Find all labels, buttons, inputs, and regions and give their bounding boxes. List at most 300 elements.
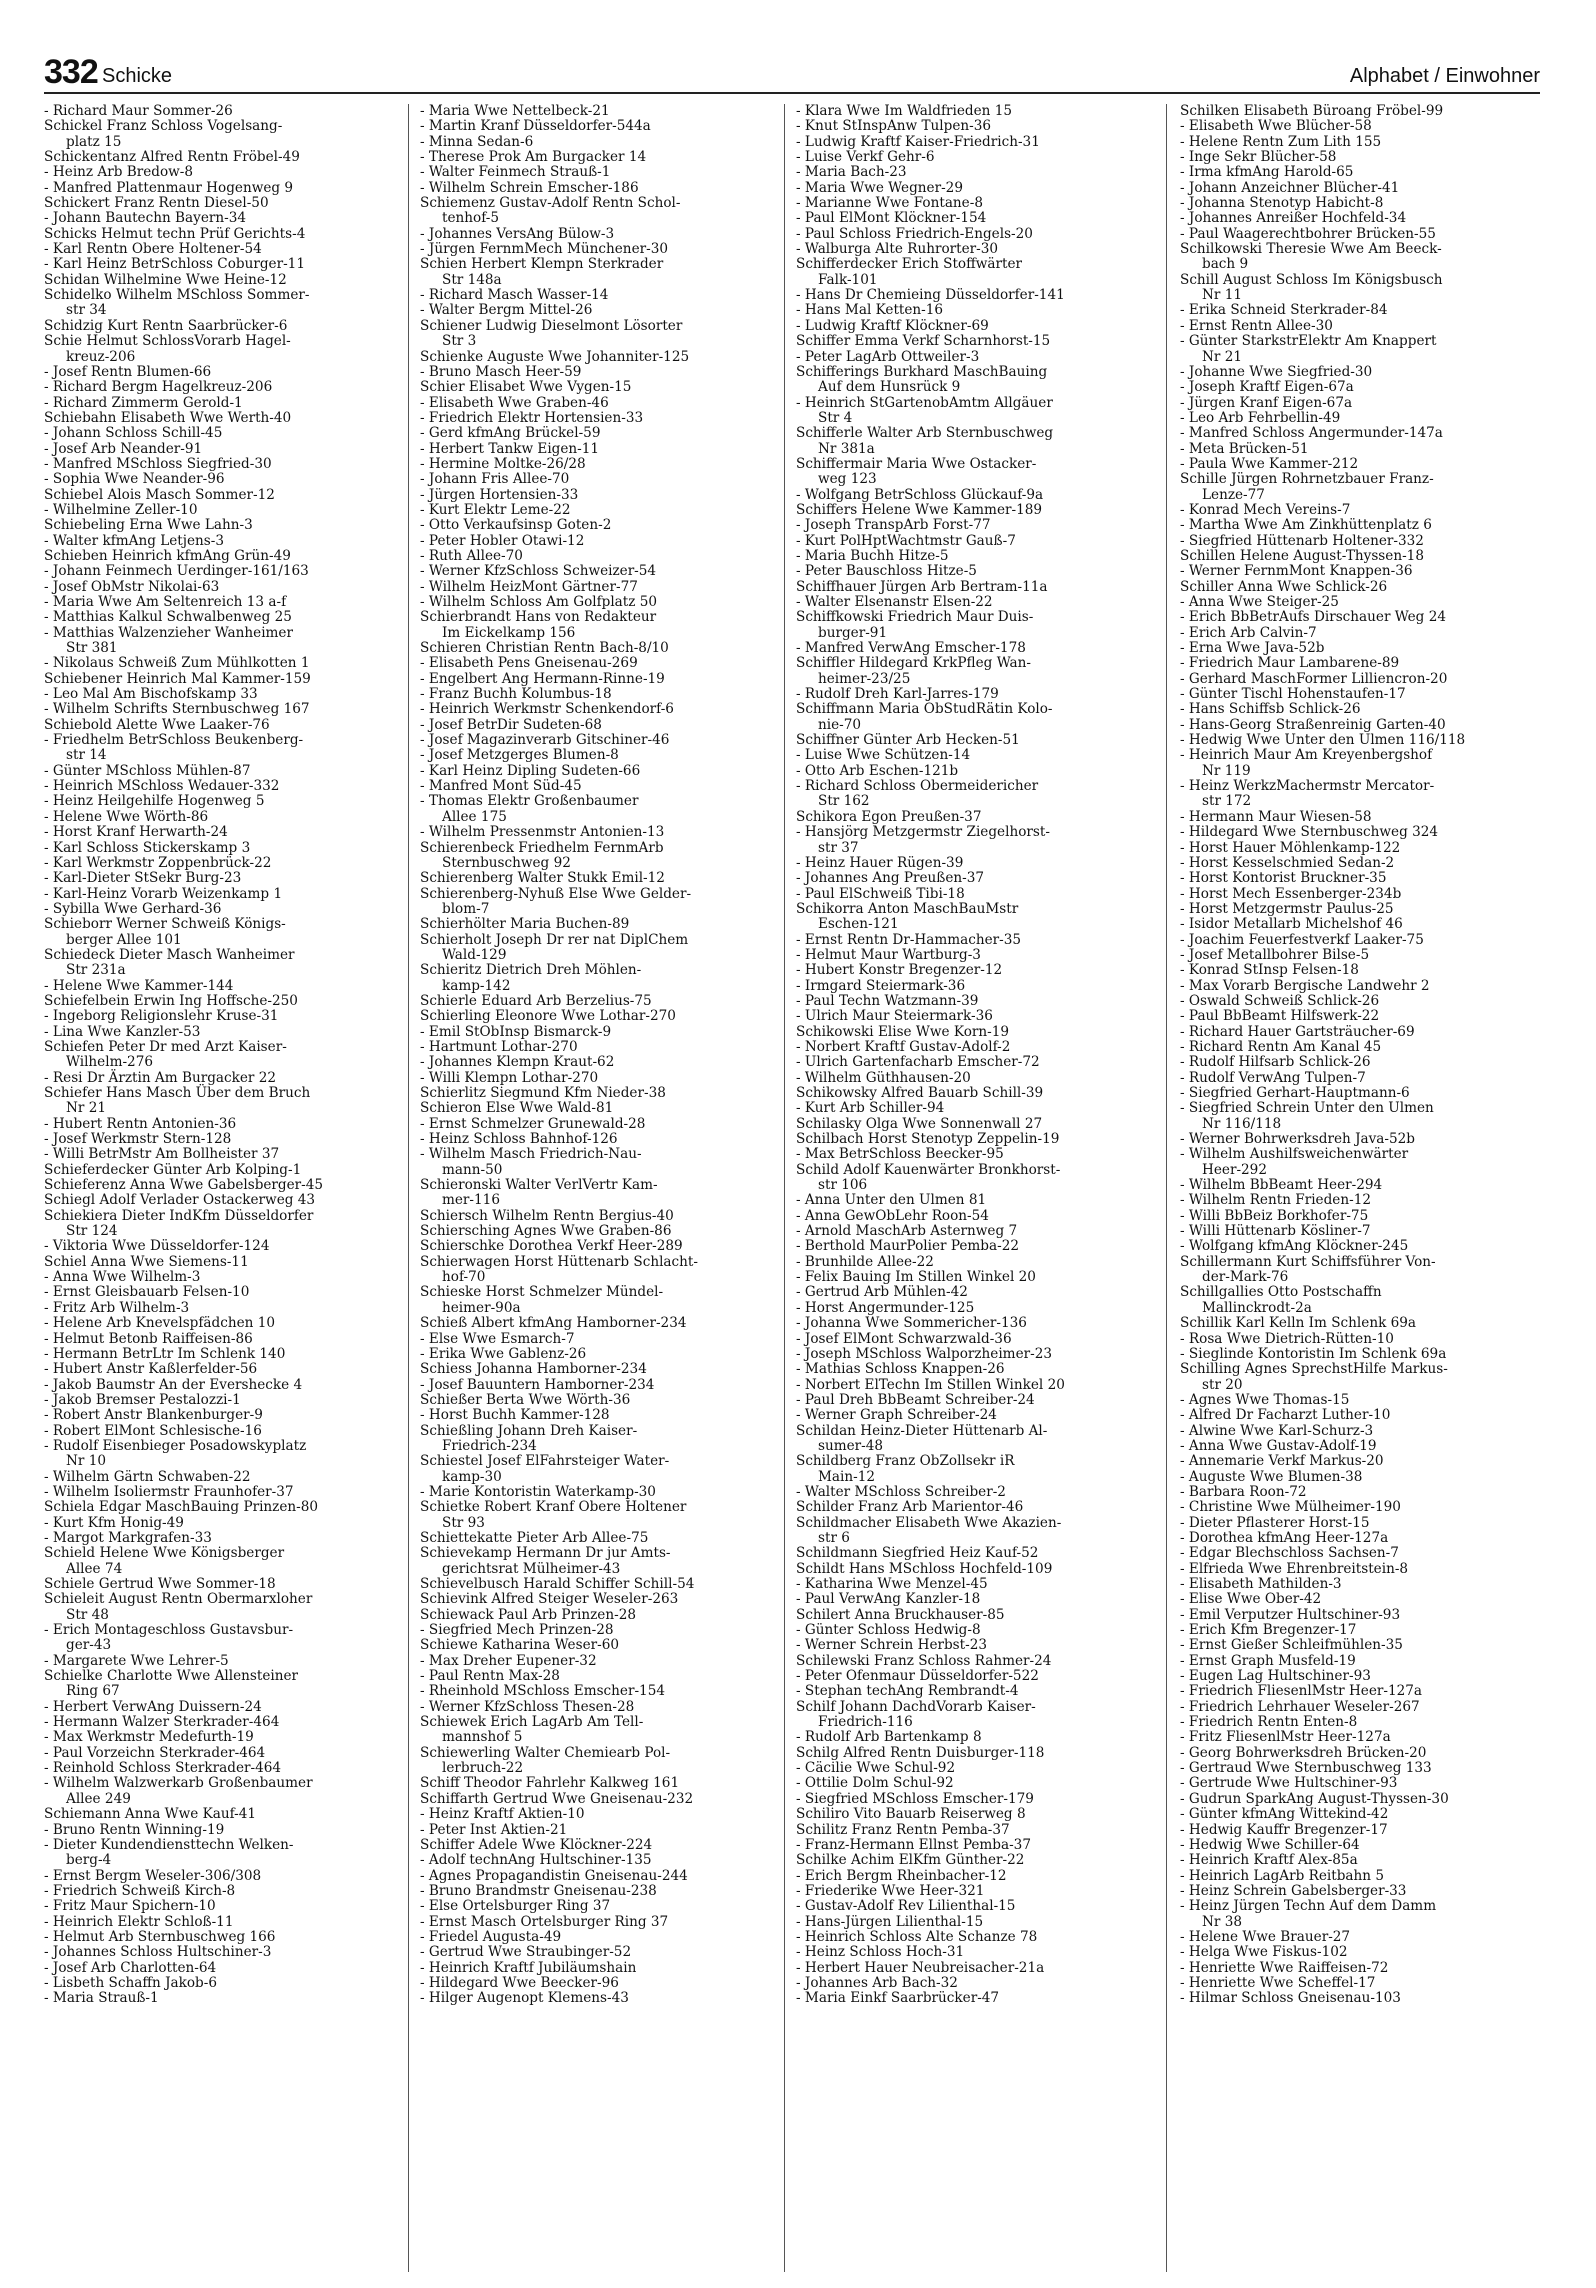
directory-entry: - Ernst Graph Musfeld-19	[1180, 1652, 1356, 1669]
entry-continuation: mann-50	[442, 1161, 503, 1178]
directory-entry: Schiefen Peter Dr med Arzt Kaiser-	[44, 1038, 287, 1055]
directory-entry: - Max Dreher Eupener-32	[420, 1652, 597, 1669]
directory-entry: - Johannes Anreißer Hochfeld-34	[1180, 210, 1407, 227]
directory-entry: - Heinrich Schloss Alte Schanze 78	[796, 1928, 1038, 1945]
directory-entry: - Paul ElMont Klöckner-154	[796, 210, 987, 227]
directory-entry: - Richard Masch Wasser-14	[420, 287, 609, 304]
directory-entry: - Helene Wwe Wörth-86	[44, 808, 209, 825]
directory-entry: - Ingeborg Religionslehr Kruse-31	[44, 1008, 279, 1025]
directory-entry: - Jakob Baumstr An der Evershecke 4	[44, 1376, 303, 1393]
directory-entry: - Wilhelmine Zeller-10	[44, 501, 198, 518]
entry-continuation: str 20	[1202, 1376, 1243, 1393]
entry-continuation: Allee 74	[66, 1560, 123, 1577]
directory-entry: Schikowsky Alfred Bauarb Schill-39	[796, 1085, 1044, 1101]
directory-entry: - Gerhard MaschFormer Lilliencron-20	[1180, 670, 1448, 687]
directory-entry: Schiffhauer Jürgen Arb Bertram-11a	[796, 578, 1048, 595]
directory-entry: - Dieter Kundendiensttechn Welken-	[44, 1836, 294, 1853]
directory-entry: - Henriette Wwe Scheffel-17	[1180, 1974, 1376, 1991]
directory-column-1	[44, 104, 396, 2272]
entry-continuation: Str 48	[66, 1606, 109, 1623]
directory-entry: Schiffers Helene Wwe Kammer-189	[796, 501, 1043, 518]
directory-entry: - Walter MSchloss Schreiber-2	[796, 1483, 1006, 1500]
directory-entry: Schickel Franz Schloss Vogelsang-	[44, 118, 283, 135]
directory-entry: - Edgar Blechschloss Sachsen-7	[1180, 1545, 1399, 1562]
directory-entry: - Heinrich Elektr Schloß-11	[44, 1913, 234, 1930]
entry-continuation: Str 148a	[442, 271, 502, 288]
directory-entry: - Johann Anzeichner Blücher-41	[1180, 179, 1400, 196]
directory-entry: - Paul BbBeamt Hilfswerk-22	[1180, 1008, 1380, 1025]
directory-entry: Schillen Helene August-Thyssen-18	[1180, 547, 1424, 564]
directory-entry: - Walter Bergm Mittel-26	[420, 302, 593, 319]
directory-entry: - Siegfried Mech Prinzen-28	[420, 1622, 614, 1639]
entry-continuation: str 6	[818, 1529, 850, 1546]
directory-entry: Schierlitz Siegmund Kfm Nieder-38	[420, 1085, 666, 1101]
directory-entry: - Bruno Rentn Winning-19	[44, 1821, 225, 1838]
directory-entry: - Johannes Schloss Hultschiner-3	[44, 1944, 272, 1961]
directory-entry: - Gertrud Wwe Straubinger-52	[420, 1944, 632, 1961]
entry-continuation: Auf dem Hunsrück 9	[818, 379, 961, 396]
directory-entry: - Paul VerwAng Kanzler-18	[796, 1591, 981, 1608]
directory-entry: - Karl-Heinz Vorarb Weizenkamp 1	[44, 885, 283, 902]
directory-entry: Schildberg Franz ObZollsekr iR	[796, 1453, 1015, 1470]
directory-entry: Schickert Franz Rentn Diesel-50	[44, 195, 269, 212]
directory-entry: - Nikolaus Schweiß Zum Mühlkotten 1	[44, 655, 310, 672]
directory-entry: - Reinhold Schloss Sterkrader-464	[44, 1760, 282, 1777]
entry-continuation: Str 124	[66, 1223, 118, 1240]
directory-entry: Schießling Johann Dreh Kaiser-	[420, 1422, 638, 1439]
entry-continuation: sumer-48	[818, 1437, 884, 1454]
directory-entry: Schildmacher Elisabeth Wwe Akazien-	[796, 1514, 1062, 1531]
directory-entry: - Günter Schloss Hedwig-8	[796, 1622, 981, 1639]
directory-entry: - Josef Bauuntern Hamborner-234	[420, 1376, 655, 1393]
directory-entry: - Lina Wwe Kanzler-53	[44, 1023, 201, 1040]
directory-entry: Schiefer Hans Masch Über dem Bruch	[44, 1085, 311, 1101]
directory-entry: - Josef Werkmstr Stern-128	[44, 1131, 232, 1148]
directory-entry: - Peter Inst Aktien-21	[420, 1821, 568, 1838]
directory-entry: Schieborr Werner Schweiß Königs-	[44, 916, 286, 933]
directory-entry: - Johann Schloss Schill-45	[44, 425, 223, 442]
directory-entry: - Paul ElSchweiß Tibi-18	[796, 885, 965, 902]
directory-entry: - Wilhelm Isoliermstr Fraunhofer-37	[44, 1483, 294, 1500]
directory-entry: - Therese Prok Am Burgacker 14	[420, 149, 647, 166]
directory-entry: - Manfred Schloss Angermunder-147a	[1180, 425, 1443, 442]
directory-entry: Schietke Robert Kranf Obere Holtener	[420, 1499, 687, 1516]
directory-entry: - Heinz Arb Bredow-8	[44, 164, 194, 181]
entry-continuation: platz 15	[66, 133, 122, 150]
directory-entry: - Kurt Arb Schiller-94	[796, 1100, 945, 1117]
directory-entry: - Sieglinde Kontoristin Im Schlenk 69a	[1180, 1345, 1447, 1362]
directory-entry: - Peter Ofenmaur Düsseldorfer-522	[796, 1668, 1039, 1685]
column-rule	[408, 104, 409, 2272]
directory-entry: - Maria Wwe Am Seltenreich 13 a-f	[44, 594, 287, 610]
entry-continuation: Nr 119	[1202, 762, 1251, 779]
directory-entry: - Auguste Wwe Blumen-38	[1180, 1468, 1363, 1485]
directory-entry: - Elisabeth Pens Gneisenau-269	[420, 655, 638, 672]
entry-continuation: mannshof 5	[442, 1729, 523, 1746]
directory-entry: Schikowski Elise Wwe Korn-19	[796, 1023, 1010, 1040]
directory-entry: - Karl Schloss Stickerskamp 3	[44, 839, 251, 856]
directory-entry: - Karl Rentn Obere Holtener-54	[44, 241, 262, 258]
directory-entry: - Stephan techAng Rembrandt-4	[796, 1683, 1019, 1700]
directory-entry: - Jürgen Kranf Eigen-67a	[1180, 394, 1353, 411]
directory-entry: - Richard Bergm Hagelkreuz-206	[44, 379, 273, 396]
entry-continuation: nie-70	[818, 716, 862, 733]
directory-entry: Schilbach Horst Stenotyp Zeppelin-19	[796, 1131, 1060, 1148]
directory-entry: Schiffermair Maria Wwe Ostacker-	[796, 455, 1037, 472]
directory-entry: Schiebel Alois Masch Sommer-12	[44, 486, 275, 503]
directory-entry: - Barbara Roon-72	[1180, 1483, 1307, 1500]
directory-entry: Schiersching Agnes Wwe Graben-86	[420, 1223, 672, 1240]
entry-continuation: str 172	[1202, 793, 1252, 810]
directory-entry: - Helene Rentn Zum Lith 155	[1180, 133, 1382, 150]
directory-entry: - Hilger Augenopt Klemens-43	[420, 1990, 629, 2007]
directory-entry: - Johannes Arb Bach-32	[796, 1974, 958, 1991]
directory-entry: - Erika Wwe Gablenz-26	[420, 1345, 587, 1362]
directory-entry: - Werner Schrein Herbst-23	[796, 1637, 988, 1654]
directory-entry: - Rudolf Hilfsarb Schlick-26	[1180, 1054, 1371, 1071]
directory-entry: Schieren Christian Rentn Bach-8/10	[420, 640, 669, 657]
directory-entry: Schidan Wilhelmine Wwe Heine-12	[44, 271, 287, 288]
directory-entry: Schierenberg Walter Stukk Emil-12	[420, 870, 665, 887]
directory-entry: Schie Helmut SchlossVorarb Hagel-	[44, 333, 291, 350]
directory-entry: - Sybilla Wwe Gerhard-36	[44, 900, 222, 917]
directory-entry: - Maria Strauß-1	[44, 1990, 159, 2007]
directory-entry: Schiff Theodor Fahrlehr Kalkweg 161	[420, 1775, 680, 1792]
directory-entry: - Erna Wwe Java-52b	[1180, 640, 1325, 657]
directory-entry: - Josef Metallbohrer Bilse-5	[1180, 946, 1370, 963]
directory-entry: Schieritz Dietrich Dreh Möhlen-	[420, 962, 642, 979]
directory-entry: - Wilhelm BbBeamt Heer-294	[1180, 1177, 1383, 1194]
directory-entry: Schilitz Franz Rentn Pemba-37	[796, 1821, 1010, 1838]
directory-entry: - Wilhelm Rentn Frieden-12	[1180, 1192, 1371, 1209]
entry-continuation: str 14	[66, 747, 107, 764]
directory-entry: - Hans Dr Chemieing Düsseldorfer-141	[796, 287, 1065, 304]
directory-entry: - Else Ortelsburger Ring 37	[420, 1898, 611, 1915]
directory-entry: - Luise Wwe Schützen-14	[796, 747, 971, 764]
directory-entry: Schildmann Siegfried Heiz Kauf-52	[796, 1545, 1039, 1562]
entry-continuation: Eschen-121	[818, 916, 899, 933]
directory-entry: - Ernst Masch Ortelsburger Ring 37	[420, 1913, 669, 1930]
directory-entry: - Rudolf VerwAng Tulpen-7	[1180, 1069, 1366, 1086]
directory-entry: Schier Elisabet Wwe Vygen-15	[420, 379, 632, 396]
entry-continuation: str 37	[818, 839, 859, 856]
directory-entry: Schildt Hans MSchloss Hochfeld-109	[796, 1560, 1053, 1577]
directory-entry: - Elise Wwe Ober-42	[1180, 1591, 1322, 1608]
directory-entry: - Hartmunt Lothar-270	[420, 1038, 578, 1055]
directory-entry: Schickentanz Alfred Rentn Fröbel-49	[44, 149, 300, 166]
directory-entry: - Günter StarkstrElektr Am Knappert	[1180, 333, 1437, 350]
directory-entry: Schierholt Joseph Dr rer nat DiplChem	[420, 931, 689, 948]
directory-entry: - Joseph TranspArb Forst-77	[796, 517, 991, 534]
directory-entry: - Klara Wwe Im Waldfrieden 15	[796, 104, 1012, 119]
entry-continuation: Im Eickelkamp 156	[442, 624, 576, 641]
directory-entry: Schiedeck Dieter Masch Wanheimer	[44, 946, 295, 963]
entry-continuation: burger-91	[818, 624, 888, 641]
directory-entry: - Erich BbBetrAufs Dirschauer Weg 24	[1180, 609, 1447, 626]
directory-entry: - Johann Feinmech Uerdinger-161/163	[44, 563, 309, 580]
directory-entry: - Paul Waagerechtbohrer Brücken-55	[1180, 225, 1436, 242]
directory-entry: - Emil StObInsp Bismarck-9	[420, 1023, 612, 1040]
directory-entry: - Siegfried MSchloss Emscher-179	[796, 1790, 1034, 1807]
entry-continuation: berger Allee 101	[66, 931, 182, 948]
directory-entry: Schierwagen Horst Hüttenarb Schlacht-	[420, 1253, 698, 1270]
directory-entry: - Max Vorarb Bergische Landwehr 2	[1180, 977, 1430, 994]
directory-entry: - Herbert VerwAng Duissern-24	[44, 1698, 262, 1715]
directory-entry: - Karl-Dieter StSekr Burg-23	[44, 870, 242, 887]
directory-entry: - Wilhelm Güthhausen-20	[796, 1069, 971, 1086]
directory-entry: - Knut StInspAnw Tulpen-36	[796, 118, 992, 135]
directory-entry: - Max Werkmstr Medefurth-19	[44, 1729, 254, 1746]
directory-entry: - Horst Kesselschmied Sedan-2	[1180, 854, 1395, 871]
directory-entry: - Adolf technAng Hultschiner-135	[420, 1852, 652, 1869]
directory-entry: Schierschke Dorothea Verkf Heer-289	[420, 1238, 683, 1255]
directory-entry: - Friedrich Rentn Enten-8	[1180, 1714, 1358, 1731]
directory-entry: Schilewski Franz Schloss Rahmer-24	[796, 1652, 1052, 1669]
directory-entry: Schiffer Adele Wwe Klöckner-224	[420, 1836, 653, 1853]
directory-entry: - Werner Bohrwerksdreh Java-52b	[1180, 1131, 1416, 1148]
directory-entry: - Hans-Jürgen Lilienthal-15	[796, 1913, 984, 1930]
directory-entry: - Manfred MSchloss Siegfried-30	[44, 455, 272, 472]
directory-entry: - Josef Rentn Blumen-66	[44, 363, 212, 380]
directory-entry: Schien Herbert Klempn Sterkrader	[420, 256, 664, 273]
directory-entry: - Wilhelm Schrein Emscher-186	[420, 179, 639, 196]
directory-entry: - Heinrich MSchloss Wedauer-332	[44, 778, 280, 795]
directory-entry: - Eugen Lag Hultschiner-93	[1180, 1668, 1371, 1685]
directory-entry: - Katharina Wwe Menzel-45	[796, 1576, 988, 1592]
directory-entry: - Johanne Wwe Siegfried-30	[1180, 363, 1373, 380]
directory-entry: Schiefelbein Erwin Ing Hoffsche-250	[44, 992, 298, 1009]
directory-entry: - Rudolf Arb Bartenkamp 8	[796, 1729, 982, 1746]
directory-entry: Schiffer Emma Verkf Scharnhorst-15	[796, 333, 1051, 350]
directory-entry: Schiewek Erich LagArb Am Tell-	[420, 1714, 644, 1731]
directory-entry: - Ludwig Kraftf Klöckner-69	[796, 317, 989, 334]
directory-entry: - Josef ElMont Schwarzwald-36	[796, 1330, 1012, 1347]
directory-entry: - Walter Elsenanstr Elsen-22	[796, 594, 993, 610]
entry-continuation: Lenze-77	[1202, 486, 1265, 503]
directory-entry: - Hubert Anstr Kaßlerfelder-56	[44, 1361, 258, 1378]
directory-column-3	[796, 104, 1148, 2272]
directory-entry: Schierenbeck Friedhelm FernmArb	[420, 839, 664, 856]
directory-entry: - Otto Arb Eschen-121b	[796, 762, 959, 779]
directory-entry: - Richard Maur Sommer-26	[44, 104, 233, 119]
directory-entry: - Heinrich Kraftf Jubiläumshain	[420, 1959, 637, 1976]
directory-entry: - Elisabeth Wwe Graben-46	[420, 394, 609, 411]
entry-continuation: bach 9	[1202, 256, 1249, 273]
directory-entry: Schilling Agnes SprechstHilfe Markus-	[1180, 1361, 1448, 1378]
directory-entry: - Werner KfzSchloss Schweizer-54	[420, 563, 657, 580]
directory-entry: Schieleit August Rentn Obermarxloher	[44, 1591, 313, 1608]
directory-entry: - Leo Arb Fehrbellin-49	[1180, 409, 1341, 426]
directory-entry: - Engelbert Ang Hermann-Rinne-19	[420, 670, 665, 687]
directory-entry: - Friedrich Maur Lambarene-89	[1180, 655, 1400, 672]
directory-entry: - Hansjörg Metzgermstr Ziegelhorst-	[796, 824, 1050, 841]
directory-entry: - Alfred Dr Facharzt Luther-10	[1180, 1407, 1391, 1424]
entry-continuation: Nr 21	[1202, 348, 1243, 365]
directory-entry: - Heinrich Kraftf Alex-85a	[1180, 1852, 1358, 1869]
directory-entry: - Hubert Konstr Bregenzer-12	[796, 962, 1003, 979]
directory-entry: - Heinz Schloss Hoch-31	[796, 1944, 965, 1961]
entry-continuation: str 106	[818, 1177, 868, 1194]
directory-entry: - Mathias Schloss Knappen-26	[796, 1361, 1005, 1378]
directory-entry: - Friedel Augusta-49	[420, 1928, 562, 1945]
directory-entry: Schiebener Heinrich Mal Kammer-159	[44, 670, 311, 687]
directory-entry: - Rudolf Eisenbieger Posadowskyplatz	[44, 1437, 307, 1454]
directory-entry: - Ernst Gleisbauarb Felsen-10	[44, 1284, 250, 1301]
directory-entry: - Friedrich FliesenlMstr Heer-127a	[1180, 1683, 1423, 1700]
directory-entry: Schiffler Hildegard KrkPfleg Wan-	[796, 655, 1031, 672]
directory-entry: - Gustav-Adolf Rev Lilienthal-15	[796, 1898, 1016, 1915]
directory-entry: Schilg Alfred Rentn Duisburger-118	[796, 1744, 1045, 1761]
directory-entry: - Willi BbBeiz Borkhofer-75	[1180, 1207, 1369, 1224]
directory-entry: - Friederike Wwe Heer-321	[796, 1882, 985, 1899]
directory-entry: - Hedwig Kauffr Bregenzer-17	[1180, 1821, 1388, 1838]
directory-entry: - Maria Wwe Nettelbeck-21	[420, 104, 610, 119]
directory-entry: Schiersch Wilhelm Rentn Bergius-40	[420, 1207, 674, 1224]
directory-entry: - Heinz Schloss Bahnhof-126	[420, 1131, 618, 1148]
directory-entry: - Hermann BetrLtr Im Schlenk 140	[44, 1345, 286, 1362]
directory-entry: - Gertraud Wwe Sternbuschweg 133	[1180, 1760, 1432, 1777]
entry-continuation: Str 162	[818, 793, 870, 810]
directory-entry: - Jakob Bremser Pestalozzi-1	[44, 1391, 241, 1408]
entry-continuation: Str 3	[442, 333, 477, 350]
entry-continuation: tenhof-5	[442, 210, 499, 227]
directory-entry: - Johann Bautechn Bayern-34	[44, 210, 247, 227]
directory-entry: - Günter kfmAng Wittekind-42	[1180, 1806, 1389, 1823]
directory-entry: - Fritz FliesenlMstr Heer-127a	[1180, 1729, 1391, 1746]
directory-entry: - Horst Hauer Möhlenkamp-122	[1180, 839, 1401, 856]
directory-entry: Schifferings Burkhard MaschBauing	[796, 363, 1048, 380]
directory-entry: - Anna Wwe Steiger-25	[1180, 594, 1339, 610]
entry-continuation: gerichtsrat Mülheimer-43	[442, 1560, 621, 1577]
directory-entry: - Willi Hüttenarb Kösliner-7	[1180, 1223, 1371, 1240]
directory-entry: - Heinz WerkzMachermstr Mercator-	[1180, 778, 1435, 795]
directory-entry: - Dieter Pflasterer Horst-15	[1180, 1514, 1370, 1531]
directory-entry: - Maria Buchh Hitze-5	[796, 547, 949, 564]
directory-entry: - Jürgen Hortensien-33	[420, 486, 579, 503]
directory-entry: Schiewack Paul Arb Prinzen-28	[420, 1606, 636, 1623]
directory-entry: Schiel Anna Wwe Siemens-11	[44, 1253, 249, 1270]
entry-continuation: Falk-101	[818, 271, 878, 288]
directory-entry: - Wilhelm Aushilfsweichenwärter	[1180, 1146, 1409, 1163]
directory-entry: - Paula Wwe Kammer-212	[1180, 455, 1359, 472]
directory-entry: - Heinz Schrein Gabelsberger-33	[1180, 1882, 1407, 1899]
entry-continuation: Allee 249	[66, 1790, 131, 1807]
entry-continuation: Nr 381a	[818, 440, 875, 457]
directory-entry: - Karl Heinz BetrSchloss Coburger-11	[44, 256, 305, 273]
entry-continuation: Nr 116/118	[1202, 1115, 1282, 1132]
directory-entry: - Dorothea kfmAng Heer-127a	[1180, 1529, 1389, 1546]
directory-entry: - Norbert ElTechn Im Stillen Winkel 20	[796, 1376, 1065, 1393]
directory-entry: - Georg Bohrwerksdreh Brücken-20	[1180, 1744, 1427, 1761]
directory-entry: Schild Adolf Kauenwärter Bronkhorst-	[796, 1161, 1061, 1178]
directory-entry: - Kurt Elektr Leme-22	[420, 501, 571, 518]
directory-entry: Schill August Schloss Im Königsbusch	[1180, 271, 1443, 288]
entry-continuation: kreuz-206	[66, 348, 136, 365]
directory-entry: - Johann Fris Allee-70	[420, 471, 570, 488]
directory-entry: Schidelko Wilhelm MSchloss Sommer-	[44, 287, 310, 304]
directory-entry: - Josef BetrDir Sudeten-68	[420, 716, 602, 733]
directory-entry: - Horst Buchh Kammer-128	[420, 1407, 610, 1424]
directory-entry: - Elisabeth Mathilden-3	[1180, 1576, 1342, 1592]
directory-entry: - Brunhilde Allee-22	[796, 1253, 934, 1270]
directory-entry: - Konrad Mech Vereins-7	[1180, 501, 1351, 518]
entry-continuation: mer-116	[442, 1192, 500, 1209]
directory-column-4	[1180, 104, 1532, 2272]
directory-entry: - Erich Bergm Rheinbacher-12	[796, 1867, 1007, 1884]
directory-entry: Schikora Egon Preußen-37	[796, 808, 982, 825]
directory-entry: - Arnold MaschArb Asternweg 7	[796, 1223, 1018, 1240]
directory-entry: - Maria Wwe Wegner-29	[796, 179, 963, 196]
entry-continuation: Friedrich-116	[818, 1714, 913, 1731]
directory-entry: Schilke Achim ElKfm Günther-22	[796, 1852, 1025, 1869]
entry-continuation: kamp-30	[442, 1468, 502, 1485]
directory-entry: - Inge Sekr Blücher-58	[1180, 149, 1337, 166]
directory-entry: - Herbert Hauer Neubreisacher-21a	[796, 1959, 1045, 1976]
directory-entry: Schilasky Olga Wwe Sonnenwall 27	[796, 1115, 1043, 1132]
directory-entry: - Max BetrSchloss Beecker-95	[796, 1146, 1004, 1163]
directory-entry: - Meta Brücken-51	[1180, 440, 1309, 457]
directory-entry: - Paul Rentn Max-28	[420, 1668, 560, 1685]
directory-entry: Schiffkowski Friedrich Maur Duis-	[796, 609, 1034, 626]
directory-entry: Schierling Eleonore Wwe Lothar-270	[420, 1008, 676, 1025]
directory-entry: - Ernst Gießer Schleifmühlen-35	[1180, 1637, 1403, 1654]
directory-entry: - Felix Bauing Im Stillen Winkel 20	[796, 1269, 1036, 1286]
directory-entry: - Fritz Maur Spichern-10	[44, 1898, 216, 1915]
directory-entry: Schiekiera Dieter IndKfm Düsseldorfer	[44, 1207, 314, 1224]
directory-entry: - Heinrich StGartenobAmtm Allgäuer	[796, 394, 1053, 411]
directory-entry: - Paul Schloss Friedrich-Engels-20	[796, 225, 1033, 242]
directory-entry: - Martin Kranf Düsseldorfer-544a	[420, 118, 651, 135]
directory-entry: - Günter Tischl Hohenstaufen-17	[1180, 686, 1406, 703]
directory-entry: Schiebeling Erna Wwe Lahn-3	[44, 517, 253, 534]
directory-entry: - Erich Arb Calvin-7	[1180, 624, 1317, 641]
entry-continuation: Wald-129	[442, 946, 507, 963]
entry-continuation: berg-4	[66, 1852, 112, 1869]
directory-entry: - Otto Verkaufsinsp Goten-2	[420, 517, 612, 534]
directory-entry: - Helmut Arb Sternbuschweg 166	[44, 1928, 276, 1945]
running-head-name: Schicke	[102, 65, 173, 87]
directory-entry: - Richard Hauer Gartsträucher-69	[1180, 1023, 1415, 1040]
directory-entry: - Viktoria Wwe Düsseldorfer-124	[44, 1238, 270, 1255]
directory-entry: Schievink Alfred Steiger Weseler-263	[420, 1591, 679, 1608]
directory-entry: Schiettekatte Pieter Arb Allee-75	[420, 1529, 649, 1546]
directory-entry: - Josef Magazinverarb Gitschiner-46	[420, 732, 670, 749]
directory-entry: - Helene Arb Knevelspfädchen 10	[44, 1315, 275, 1332]
page-header	[44, 52, 1540, 94]
directory-entry: - Irma kfmAng Harold-65	[1180, 164, 1354, 181]
directory-entry: - Agnes Wwe Thomas-15	[1180, 1391, 1350, 1408]
directory-entry: Schiliro Vito Bauarb Reiserweg 8	[796, 1806, 1026, 1823]
directory-entry: - Ludwig Kraftf Kaiser-Friedrich-31	[796, 133, 1040, 150]
directory-column-2	[420, 104, 772, 2272]
entry-continuation: der-Mark-76	[1202, 1269, 1289, 1286]
entry-continuation: Str 4	[818, 409, 853, 426]
directory-entry: - Peter Hobler Otawi-12	[420, 532, 585, 549]
directory-entry: - Paul Dreh BbBeamt Schreiber-24	[796, 1391, 1035, 1408]
directory-entry: Schievelbusch Harald Schiffer Schill-54	[420, 1576, 695, 1592]
directory-entry: Schield Helene Wwe Königsberger	[44, 1545, 285, 1562]
directory-entry: - Margot Markgrafen-33	[44, 1529, 212, 1546]
directory-entry: Schiebold Alette Wwe Laaker-76	[44, 716, 270, 733]
directory-entry: Schiffarth Gertrud Wwe Gneisenau-232	[420, 1790, 694, 1807]
directory-entry: - Ernst Schmelzer Grunewald-28	[420, 1115, 646, 1132]
directory-entry: - Hubert Rentn Antonien-36	[44, 1115, 237, 1132]
directory-entry: Schieron Else Wwe Wald-81	[420, 1100, 614, 1117]
directory-columns	[44, 104, 1540, 2272]
directory-entry: - Henriette Wwe Raiffeisen-72	[1180, 1959, 1389, 1976]
directory-entry: - Herbert Tankw Eigen-11	[420, 440, 600, 457]
column-rule	[784, 104, 785, 2272]
